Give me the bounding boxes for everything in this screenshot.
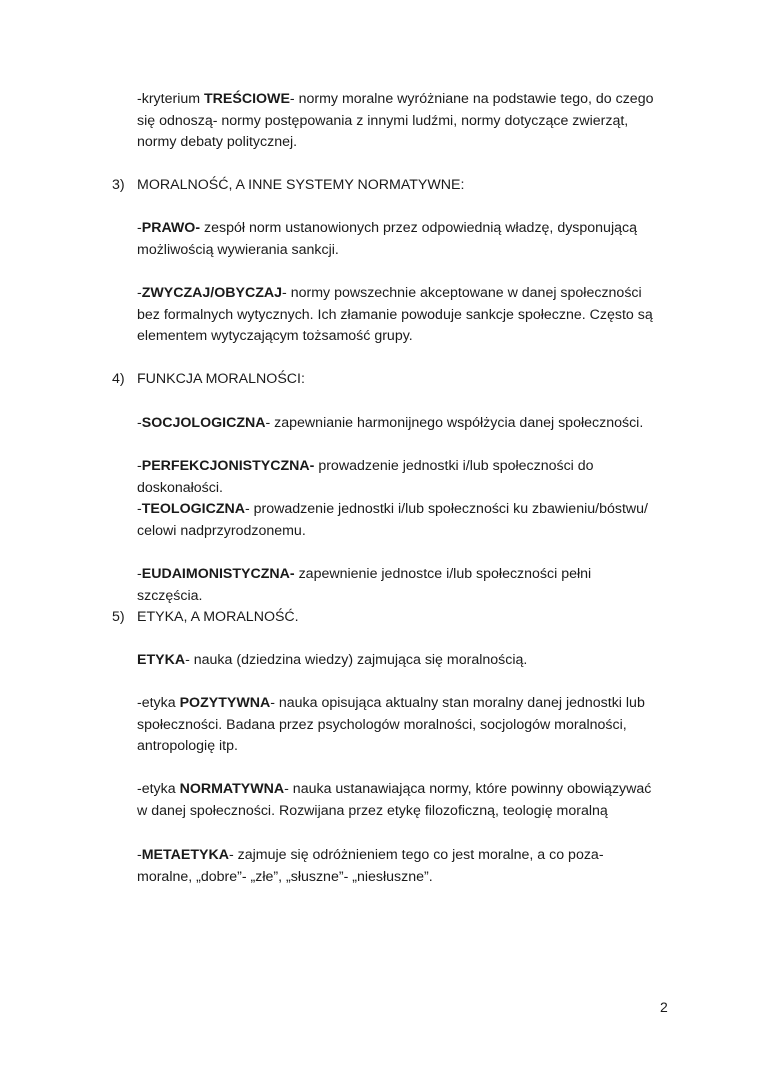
paragraph-prefix: - [137,458,142,474]
paragraph-prefix: - [137,285,142,301]
paragraph-etyka-pozytywna [137,693,657,758]
paragraph-prefix: - [137,415,142,431]
paragraph-etyka-normatywna [137,779,657,822]
term-pozytywna: POZYTYWNA [179,695,271,711]
paragraph-text: zespół norm ustanowionych przez odpowiednią władzę, dysponującą możliwością wywierania sankcji. [137,220,637,258]
heading-section-3 [112,175,652,197]
term-teologiczna: TEOLOGICZNA [141,501,245,517]
heading-section-4 [112,369,652,391]
section-title: ETYKA, A MORALNOŚĆ. [137,609,299,625]
paragraph-prefix: -etyka [137,695,180,711]
section-number: 3) [112,177,125,193]
paragraph-prefix: - [137,220,142,236]
paragraph-text: - normy moralne wyróżniane na podstawie tego, do czego się odnoszą- normy postępowania z innymi ludźmi, normy dotyczące zwierząt, normy debaty politycznej. [137,91,654,150]
term-zwyczaj-obyczaj: ZWYCZAJ/OBYCZAJ [141,285,283,301]
paragraph-text: - zajmuje się odróżnieniem tego co jest moralne, a co poza-moralne, „dobre”- „złe”, „słuszne”- „niesłuszne”. [137,847,604,885]
section-title: FUNKCJA MORALNOŚCI: [137,371,305,387]
section-title: MORALNOŚĆ, A INNE SYSTEMY NORMATYWNE: [137,177,465,193]
paragraph-prefix: - [137,501,142,517]
paragraph-prefix: -kryterium [137,91,204,107]
term-tresciowe: TREŚCIOWE [204,91,290,107]
section-number: 5) [112,609,125,625]
paragraph-text: - nauka (dziedzina wiedzy) zajmująca się moralnością. [185,652,528,668]
term-eudaimonistyczna: EUDAIMONISTYCZNA- [141,566,295,582]
paragraph-prefix: -etyka [137,781,180,797]
paragraph-text: zapewnienie jednostce i/lub społeczności pełni szczęścia. [137,566,592,604]
paragraph-etyka [137,650,657,672]
paragraph-text: prowadzenie jednostki i/lub społeczności do doskonałości. [137,458,594,496]
term-prawo: PRAWO- [141,220,201,236]
paragraph-socjologiczna [137,413,657,435]
heading-section-5 [112,607,652,629]
term-socjologiczna: SOCJOLOGICZNA [141,415,266,431]
paragraph-metaetyka [137,845,657,888]
term-etyka: ETYKA [137,652,186,668]
paragraph-prefix: - [137,566,142,582]
paragraph-text: - normy powszechnie akceptowane w danej społeczności bez formalnych wytycznych. Ich złamanie powoduje sankcje społeczne. Często są elementem wytyczającym tożsamość grupy. [137,285,653,344]
paragraph-teologiczna [137,499,657,542]
section-number: 4) [112,371,125,387]
paragraph-eudaimonistyczna [137,564,657,607]
page-number: 2 [660,999,668,1015]
paragraph-kryterium-tresciowe [137,89,657,154]
paragraph-prawo [137,218,657,261]
paragraph-text: - nauka opisująca aktualny stan moralny danej jednostki lub społeczności. Badana przez psychologów moralności, socjologów moralności, antropologię itp. [137,695,645,754]
term-normatywna: NORMATYWNA [179,781,285,797]
paragraph-text: - nauka ustanawiająca normy, które powinny obowiązywać w danej społeczności. Rozwijana przez etykę filozoficzną, teologię moralną [137,781,652,819]
term-perfekcjonistyczna: PERFEKCJONISTYCZNA- [141,458,315,474]
paragraph-text: - zapewnianie harmonijnego współżycia danej społeczności. [265,415,644,431]
term-metaetyka: METAETYKA [141,847,229,863]
paragraph-text: - prowadzenie jednostki i/lub społeczności ku zbawieniu/bóstwu/ celowi nadprzyrodzonemu. [137,501,648,539]
paragraph-perfekcjonistyczna [137,456,657,499]
paragraph-prefix: - [137,847,142,863]
paragraph-zwyczaj-obyczaj [137,283,657,348]
